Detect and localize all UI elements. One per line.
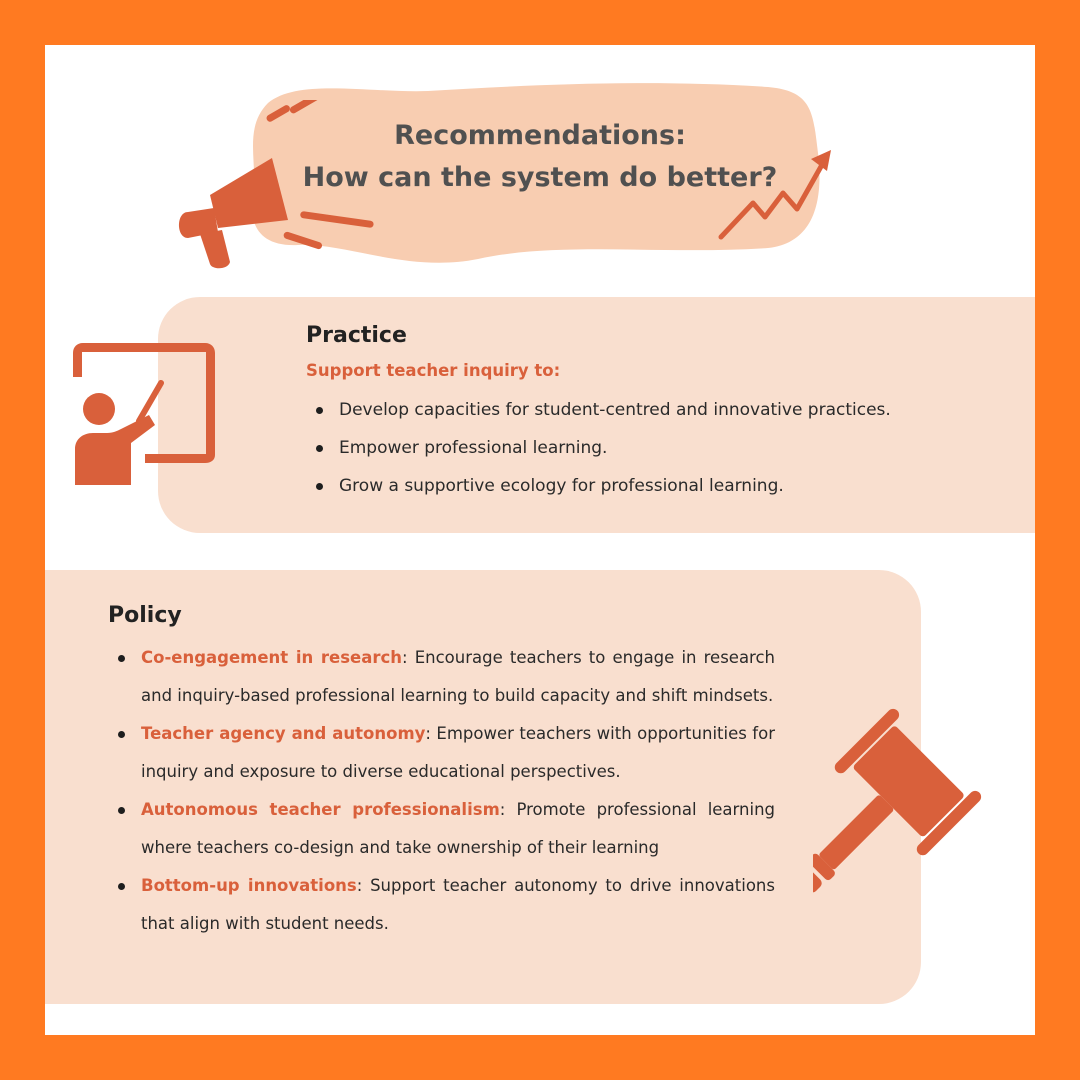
policy-keyword: Teacher agency and autonomy [141, 724, 426, 743]
teacher-board-icon [73, 343, 219, 485]
policy-keyword: Co-engagement in research [141, 648, 403, 667]
policy-description: : Support teacher autonomy to drive innovations that align with student needs. [141, 876, 775, 933]
megaphone-icon [170, 100, 390, 270]
practice-list [306, 391, 986, 505]
list-item [108, 715, 775, 791]
gavel-icon [813, 707, 1008, 907]
list-item: Empower professional learning. [306, 429, 986, 467]
list-item: Grow a supportive ecology for professional learning. [306, 467, 986, 505]
header-title-line1: Recommendations: [394, 120, 686, 151]
policy-list [108, 639, 775, 943]
list-item [108, 791, 775, 867]
policy-section [108, 601, 775, 943]
policy-description: : Encourage teachers to engage in research and inquiry-based professional learning to build capacity and shift mindsets. [141, 648, 776, 705]
policy-description: : Empower teachers with opportunities for inquiry and exposure to diverse educational perspectives. [141, 724, 775, 781]
policy-description: : Promote professional learning where teachers co-design and take ownership of their learning [141, 800, 776, 857]
trend-up-arrow-icon [713, 145, 843, 245]
policy-keyword: Autonomous teacher professionalism [141, 800, 500, 819]
practice-subtitle: Support teacher inquiry to: [306, 361, 561, 380]
header-title-line2: How can the system do better? [302, 162, 778, 193]
infographic-page [45, 45, 1035, 1035]
list-item: Develop capacities for student-centred and innovative practices. [306, 391, 986, 429]
policy-title: Policy [108, 603, 182, 628]
list-item [108, 639, 775, 715]
practice-section [306, 321, 986, 505]
policy-keyword: Bottom-up innovations [141, 876, 357, 895]
list-item [108, 867, 775, 943]
practice-title: Practice [306, 323, 407, 348]
